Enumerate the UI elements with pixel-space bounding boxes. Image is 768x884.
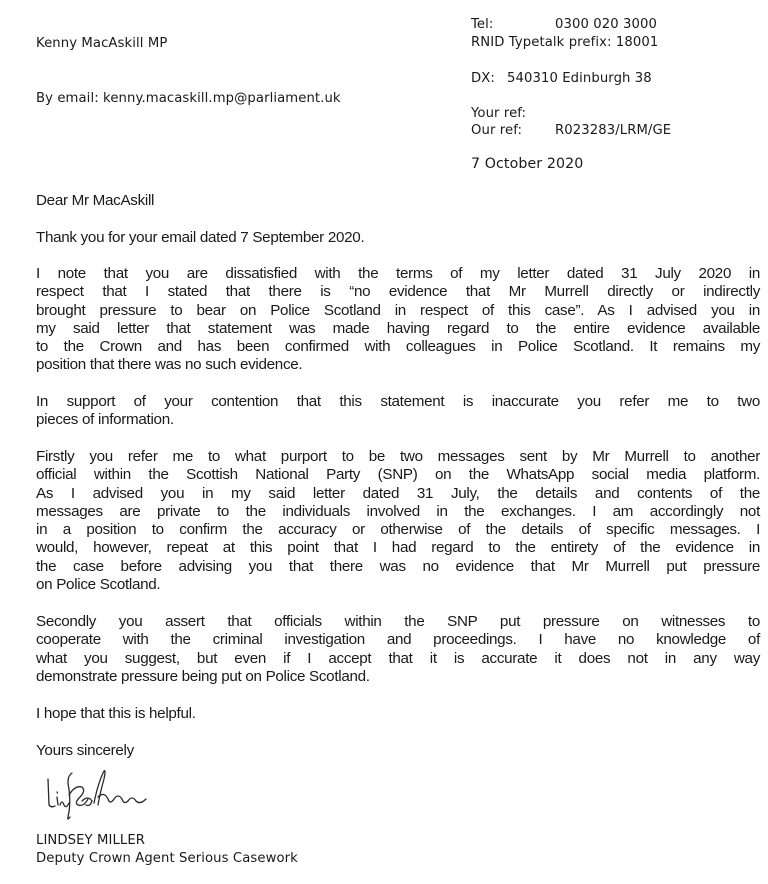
dx-label: DX: [471,71,495,86]
paragraph-line: Thank you for your email dated 7 September 2020. [36,229,365,246]
dx-line [471,71,652,86]
paragraph-line: brought pressure to bear on Police Scotland in respect of this case”. As I advised you in [36,301,760,319]
paragraph-firstly [36,448,760,594]
signature-icon [42,765,157,827]
typetalk-line: RNID Typetalk prefix: 18001 [471,35,659,50]
recipient-name: Kenny MacAskill MP [36,36,168,51]
paragraph-line: cooperate with the criminal investigation and proceedings. I have no knowledge of [36,631,760,649]
paragraph-helpful [36,705,760,723]
paragraph-line: demonstrate pressure being put on Police Scotland. [36,667,370,685]
tel-label: Tel: [471,17,494,32]
paragraph-line: my said letter that statement was made having regard to the entire evidence available [36,319,760,337]
recipient-email-line: By email: kenny.macaskill.mp@parliament.uk [36,91,341,106]
letter-date: 7 October 2020 [471,156,584,172]
paragraph-line: position that there was no such evidence. [36,356,303,374]
our-ref-value: R023283/LRM/GE [555,123,672,138]
salutation: Dear Mr MacAskill [36,192,155,209]
our-ref-label: Our ref: [471,123,523,138]
signatory-name: LINDSEY MILLER [36,833,146,848]
our-ref-line [471,123,671,138]
your-ref-line [471,106,555,121]
your-ref-label: Your ref: [471,106,527,121]
paragraph-line: As I advised you in my said letter dated 31 July, the details and contents of the [36,484,760,502]
paragraph-dissatisfied [36,265,760,375]
paragraph-line: I note that you are dissatisfied with the terms of my letter dated 31 July 2020 in [36,265,760,282]
paragraph-line: messages are private to the individuals involved in the exchanges. I am accordingly not [36,502,760,520]
paragraph-line: respect that I stated that there is “no evidence that Mr Murrell directly or indirectly [36,283,760,301]
paragraph-line: on Police Scotland. [36,576,161,594]
paragraph-line: In support of your contention that this statement is inaccurate you refer me to two [36,393,760,410]
paragraph-line: pieces of information. [36,411,174,429]
signatory-title: Deputy Crown Agent Serious Casework [36,851,298,866]
paragraph-line: Firstly you refer me to what purport to be two messages sent by Mr Murrell to another [36,448,760,465]
paragraph-line: would, however, repeat at this point that I had regard to the entirety of the evidence in [36,539,760,557]
paragraph-secondly [36,613,760,686]
paragraph-line: in a position to confirm the accuracy or otherwise of the details of specific messages. I [36,521,760,539]
tel-value: 0300 020 3000 [555,17,657,32]
paragraph-line: what you suggest, but even if I accept that it is accurate it does not in any way [36,649,760,667]
tel-line [471,17,657,32]
paragraph-line: Secondly you assert that officials within the SNP put pressure on witnesses to [36,613,760,630]
paragraph-line: I hope that this is helpful. [36,705,196,722]
paragraph-line: official within the Scottish National Party (SNP) on the WhatsApp social media platform. [36,466,760,484]
dx-value: 540310 Edinburgh 38 [507,71,652,86]
paragraph-contention [36,393,760,430]
paragraph-line: to the Crown and has been confirmed with colleagues in Police Scotland. It remains my [36,338,760,356]
paragraph-line: the case before advising you that there was no evidence that Mr Murrell put pressure [36,557,760,575]
paragraph-thanks [36,229,760,247]
closing: Yours sincerely [36,742,134,759]
